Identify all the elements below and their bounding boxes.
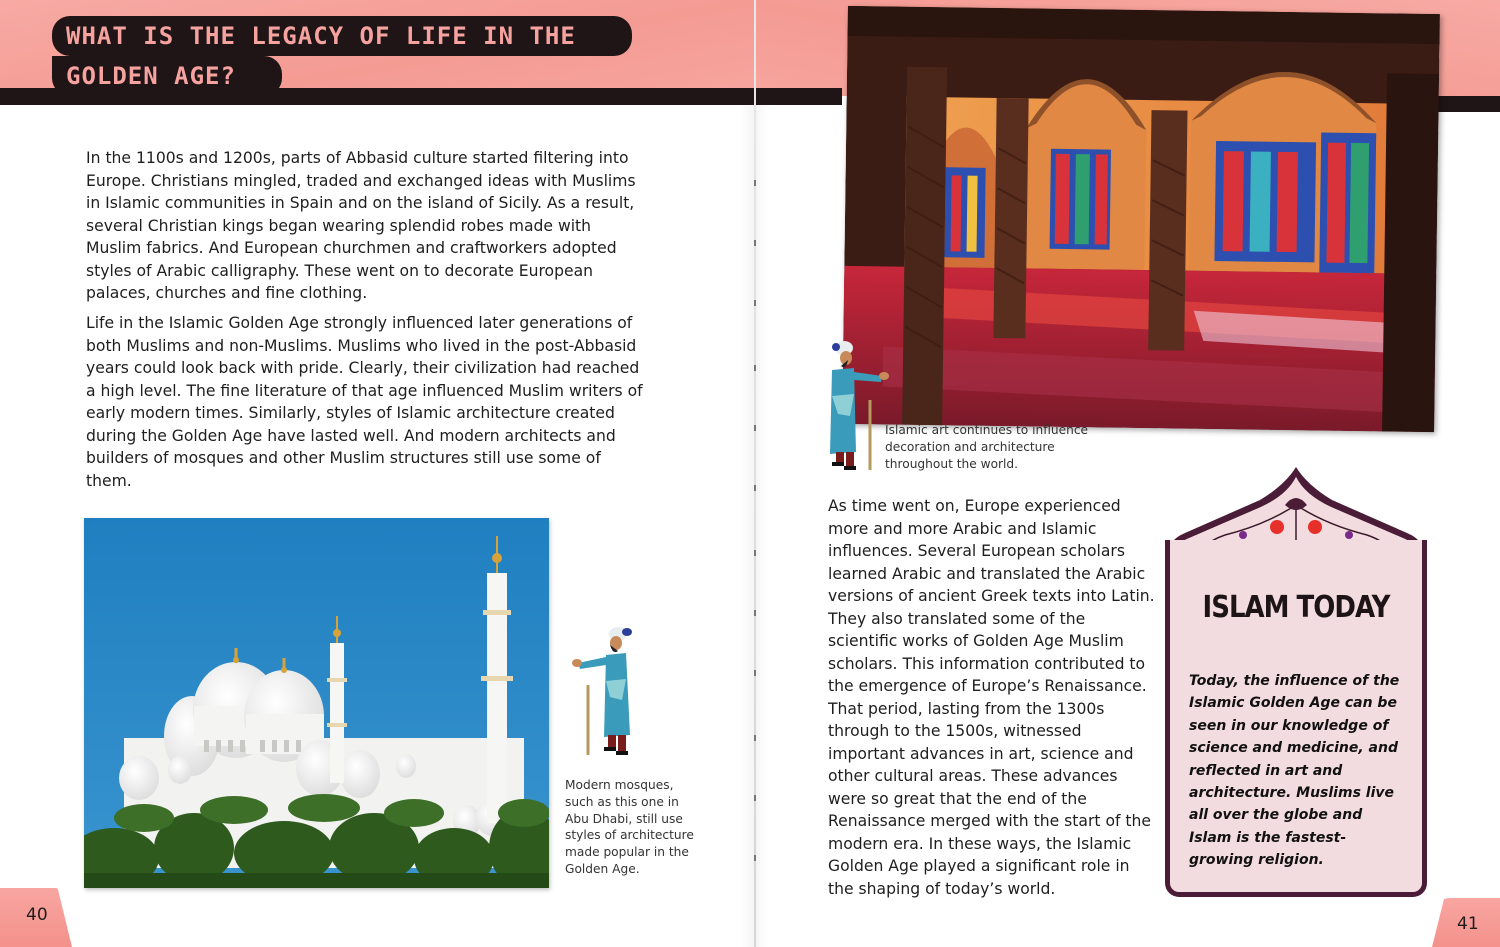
- spine-mark: [754, 855, 756, 861]
- mosque-photo-caption: Modern mosques, such as this one in Abu Dhabi, still use styles of architecture made popular in the Golden Age.: [565, 778, 694, 876]
- book-spine: [754, 0, 756, 947]
- title-line-1: WHAT IS THE LEGACY OF LIFE IN THE: [52, 16, 632, 56]
- islam-today-sidebar: [1165, 465, 1427, 897]
- body-paragraph-1: In the 1100s and 1200s, parts of Abbasid culture started filtering into Europe. Christians mingled, traded and exchanged ideas with Muslims in Islamic communities in Spain and on the island of Sicily. As a result, several Christian kings began wearing splendid robes made with Muslim fabrics. And European churchmen and craftworkers adopted styles of Arabic calligraphy. These went on to decorate European palaces, churches and fine clothing.: [86, 149, 636, 302]
- spine-mark: [754, 365, 756, 371]
- spine-mark: [754, 610, 756, 616]
- spine-mark: [754, 425, 756, 431]
- title-line-2: GOLDEN AGE?: [52, 56, 282, 96]
- scholar-illustration: [570, 625, 640, 760]
- spine-mark: [754, 240, 756, 246]
- spine-mark: [754, 300, 756, 306]
- page-title: [52, 16, 632, 90]
- body-paragraph-3: As time went on, Europe experienced more and more Arabic and Islamic influences. Several European scholars learned Arabic and translated the Arabic versions of ancient Greek texts into Latin. They also translated some of the scientific works of Golden Age Muslim scholars. This information contributed to the emergence of Europe’s Renaissance. That period, lasting from the 1300s through to the 1500s, witnessed important advances in art, science and other cultural areas. These advances were so great that the end of the Renaissance merged with the start of the modern era. In these ways, the Islamic Golden Age played a significant role in the shaping of today’s world.: [828, 497, 1155, 898]
- spine-mark: [754, 795, 756, 801]
- interior-photo-caption: Islamic art continues to influence decoration and architecture throughout the world.: [885, 423, 1089, 471]
- abu-dhabi-mosque-photo: [84, 518, 549, 888]
- sidebar-title: ISLAM TODAY: [1202, 590, 1390, 626]
- spine-mark: [754, 550, 756, 556]
- page-number-left: 40: [26, 905, 48, 925]
- spine-mark: [754, 180, 756, 186]
- sidebar-text: Today, the influence of the Islamic Golden Age can be seen in our knowledge of science and medicine, and reflected in art and architecture. Muslims live all over the globe and Islam is the fastest-growing religion.: [1189, 673, 1400, 869]
- spine-mark: [754, 735, 756, 741]
- body-paragraph-2: Life in the Islamic Golden Age strongly influenced later generations of both Muslims and non-Muslims. Muslims who lived in the post-Abbasid years could look back with pride. Clearly, their civilization had reached a high level. The fine literature of that age influenced Muslim writers of early modern times. Similarly, styles of Islamic architecture created during the Golden Age have lasted well. And modern architects and builders of mosques and other Muslim structures still use some of them.: [86, 314, 643, 490]
- page-number-right: 41: [1457, 914, 1479, 934]
- spine-mark: [754, 485, 756, 491]
- spine-mark: [754, 670, 756, 676]
- mosque-interior-photo: [842, 6, 1440, 432]
- scholar-illustration: [826, 340, 890, 472]
